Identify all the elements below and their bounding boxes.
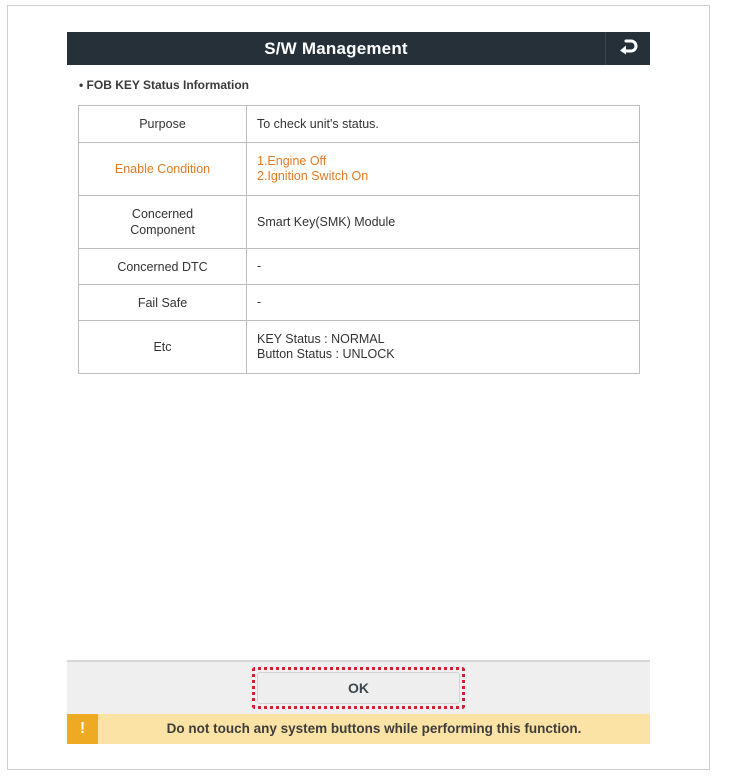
warning-text: Do not touch any system buttons while performing this function.: [166, 721, 582, 736]
row-value: [247, 249, 640, 285]
row-label: Etc: [79, 321, 247, 374]
row-label: Fail Safe: [79, 285, 247, 321]
value-line: -: [257, 295, 262, 309]
page-title: S/W Management: [264, 39, 408, 58]
ok-button-highlight: [252, 667, 465, 709]
section-title: • FOB KEY Status Information: [79, 78, 249, 92]
value-line: Smart Key(SMK) Module: [257, 214, 396, 229]
row-value: [247, 106, 640, 143]
label-line: Concerned: [131, 207, 194, 221]
warning-banner: [67, 714, 650, 744]
ok-button[interactable]: OK: [257, 672, 460, 704]
value-line: KEY Status : NORMAL: [257, 332, 385, 346]
sw-management-screen: [67, 32, 650, 744]
value-line: 2.Ignition Switch On: [257, 169, 369, 183]
footer-bar: [67, 660, 650, 714]
row-label: [79, 196, 247, 249]
value-line: To check unit's status.: [257, 116, 379, 131]
value-line: Button Status : UNLOCK: [257, 347, 395, 361]
row-value: [247, 285, 640, 321]
row-value: [247, 143, 640, 196]
table-row-fail-safe: [79, 285, 640, 321]
row-value: [247, 196, 640, 249]
row-label: Enable Condition: [79, 143, 247, 196]
table-row-concerned-dtc: [79, 249, 640, 285]
fob-key-status-table: [78, 105, 640, 374]
header-bar: [67, 32, 650, 65]
label-line: Component: [130, 223, 195, 237]
return-arrow-icon: [617, 37, 639, 60]
warning-icon: !: [67, 714, 98, 744]
back-button[interactable]: [606, 32, 650, 65]
table-row-etc: [79, 321, 640, 374]
table-row-enable-condition: [79, 143, 640, 196]
value-line: 1.Engine Off: [257, 154, 327, 168]
row-label: Concerned DTC: [79, 249, 247, 285]
value-line: -: [257, 259, 262, 273]
row-label: Purpose: [79, 106, 247, 143]
row-value: [247, 321, 640, 374]
table-row-purpose: [79, 106, 640, 143]
table-row-concerned-component: [79, 196, 640, 249]
